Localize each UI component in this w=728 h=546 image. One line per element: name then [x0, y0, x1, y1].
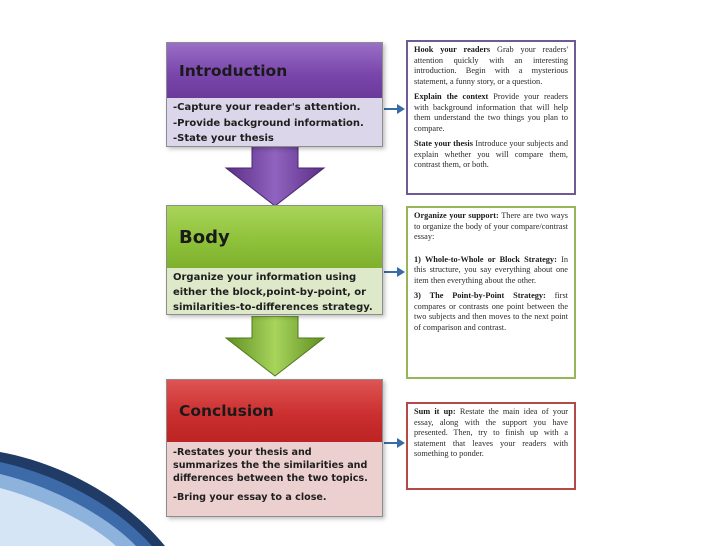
body-to-conclusion-arrow	[220, 316, 330, 378]
introduction-detail-box	[406, 40, 576, 195]
detail-text: Provide your readers with background information that will help them understand the two things you plan to compare.	[414, 92, 568, 133]
conclusion-point: -Restates your thesis and summarizes the the similarities and differences between the two topics.	[173, 447, 368, 484]
detail-lead: Sum it up:	[414, 407, 456, 416]
detail-text: Restate the main idea of your essay, along with the support you have presented. Then, try to finish up with a statement that leaves your readers with something to ponder.	[414, 407, 569, 458]
detail-lead: 3) The Point-by-Point Strategy:	[414, 291, 546, 300]
detail-paragraph	[414, 45, 568, 87]
introduction-point: -Capture your reader's attention.	[173, 102, 361, 113]
detail-text: Introduce your subjects and explain whether you will compare them, contrast them, or both.	[414, 139, 568, 169]
body-box	[166, 205, 383, 315]
detail-paragraph	[414, 407, 568, 460]
conclusion-points	[167, 442, 382, 517]
detail-paragraph	[414, 255, 568, 287]
detail-lead: Organize your support:	[414, 211, 499, 220]
conclusion-detail-arrow	[384, 436, 406, 450]
introduction-box	[166, 42, 383, 147]
detail-text: first compares or contrasts one point between the two subjects and then moves to the next point of comparison and contrast.	[414, 291, 568, 332]
introduction-points	[167, 98, 382, 147]
body-title: Body	[167, 206, 382, 268]
introduction-point: -State your thesis	[173, 133, 274, 144]
body-detail-arrow	[384, 265, 406, 279]
body-point: Organize your information using either the block,point-by-point, or similarities-to-differences strategy.	[173, 272, 373, 313]
intro-to-body-arrow	[220, 146, 330, 208]
detail-text: There are two ways to organize the body of your compare/contrast essay:	[414, 211, 568, 241]
intro-detail-arrow	[384, 102, 406, 116]
conclusion-detail-box	[406, 402, 576, 490]
decorative-swoosh	[0, 452, 165, 546]
detail-paragraph	[414, 291, 568, 333]
detail-lead: State your thesis	[414, 139, 473, 148]
conclusion-box	[166, 379, 383, 517]
detail-paragraph	[414, 92, 568, 134]
detail-text: Grab your readers' attention quickly with an interesting introduction. Begin with a mysterious statement, a funny story, or a question.	[414, 45, 569, 86]
detail-paragraph	[414, 139, 568, 171]
detail-text: In this structure, you say everything about one item then everything about the other.	[414, 254, 568, 285]
detail-paragraph	[414, 211, 568, 243]
detail-lead: Explain the context	[414, 92, 489, 101]
introduction-point: -Provide background information.	[173, 117, 364, 129]
detail-lead: Hook your readers	[414, 45, 491, 54]
conclusion-point: -Bring your essay to a close.	[173, 492, 327, 503]
conclusion-title: Conclusion	[167, 380, 382, 442]
body-detail-box	[406, 206, 576, 379]
introduction-title: Introduction	[167, 43, 382, 98]
detail-lead: 1) Whole-to-Whole or Block Strategy:	[414, 254, 557, 264]
body-points	[167, 268, 382, 315]
